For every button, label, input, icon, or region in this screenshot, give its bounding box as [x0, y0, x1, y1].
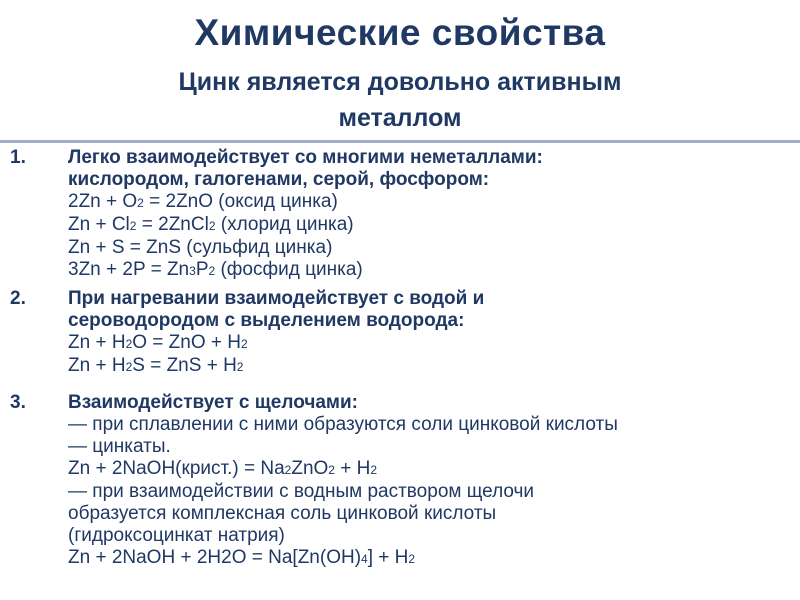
subscript: 2 [328, 463, 335, 477]
item-heading: сероводородом с выделением водорода: [68, 310, 465, 331]
item-number: 3. [10, 392, 26, 413]
subtitle-line: металлом [338, 104, 462, 132]
subscript: 2 [236, 360, 244, 374]
text-segment: + H [334, 458, 371, 479]
list-item [0, 147, 800, 282]
text-segment: образуется комплексная соль цинковой кислоты [68, 503, 497, 524]
subscript: 2 [370, 463, 378, 477]
subscript: 2 [208, 264, 216, 278]
subscript: 2 [284, 463, 292, 477]
text-segment: 3Zn + 2P = Zn [68, 259, 190, 280]
text-line [68, 414, 800, 436]
item-number: 1. [10, 147, 26, 168]
equation [68, 458, 800, 481]
subscript: 2 [125, 337, 133, 351]
equation [68, 355, 800, 378]
text-segment: (гидроксоцинкат натрия) [68, 525, 285, 546]
properties-list [0, 145, 800, 570]
text-segment: S = ZnS + H [132, 355, 237, 376]
text-line [68, 481, 800, 503]
text-segment: Zn + H [68, 332, 126, 353]
text-segment: Zn + 2NaOH(крист.) = Na [68, 458, 285, 479]
text-segment: Zn + H [68, 355, 126, 376]
slide-subtitle [0, 64, 800, 136]
item-heading: кислородом, галогенами, серой, фосфором: [68, 169, 490, 190]
subscript: 2 [129, 219, 137, 233]
text-segment: Zn + Cl [68, 214, 130, 235]
equation [68, 237, 800, 259]
equation [68, 259, 800, 282]
text-segment: = 2ZnCl [136, 214, 209, 235]
item-heading: Легко взаимодействует со многими неметаллами: [68, 147, 543, 168]
item-heading: При нагревании взаимодействует с водой и [68, 288, 485, 309]
subtitle-line: Цинк является довольно активным [178, 68, 622, 96]
equation [68, 547, 800, 570]
text-segment: (хлорид цинка) [215, 214, 354, 235]
subscript: 3 [189, 264, 196, 278]
text-line [68, 436, 800, 458]
item-heading: Взаимодействует с щелочами: [68, 392, 358, 413]
list-item [0, 392, 800, 570]
subscript: 2 [241, 337, 248, 351]
equation [68, 191, 800, 214]
subscript: 2 [125, 360, 133, 374]
text-segment: — при взаимодействии с водным раствором щелочи [68, 481, 535, 502]
text-segment: Zn + 2NaOH + 2H2O = Na[Zn(OH) [68, 547, 362, 568]
text-segment: — цинкаты. [68, 436, 171, 457]
text-segment: O = ZnO + H [132, 332, 242, 353]
text-segment: P [195, 259, 209, 280]
text-segment: ZnO [291, 458, 329, 479]
text-segment: 2Zn + O [68, 191, 138, 212]
subscript: 2 [137, 196, 144, 210]
equation [68, 332, 800, 355]
text-line [68, 525, 800, 547]
item-number: 2. [10, 288, 26, 309]
slide-title: Химические свойства [194, 12, 606, 53]
item-content [68, 288, 800, 378]
subscript: 4 [361, 552, 368, 566]
divider [0, 140, 800, 143]
text-segment: = 2ZnO (оксид цинка) [143, 191, 338, 212]
list-item [0, 288, 800, 378]
text-segment: — при сплавлении с ними образуются соли цинковой кислоты [68, 414, 618, 435]
subscript: 2 [408, 552, 416, 566]
subscript: 2 [208, 219, 216, 233]
item-content [68, 147, 800, 282]
text-segment: ] + H [367, 547, 409, 568]
text-segment: Zn + S = ZnS (сульфид цинка) [68, 237, 333, 258]
text-line [68, 503, 800, 525]
equation [68, 214, 800, 237]
text-segment: (фосфид цинка) [215, 259, 363, 280]
item-content [68, 392, 800, 570]
